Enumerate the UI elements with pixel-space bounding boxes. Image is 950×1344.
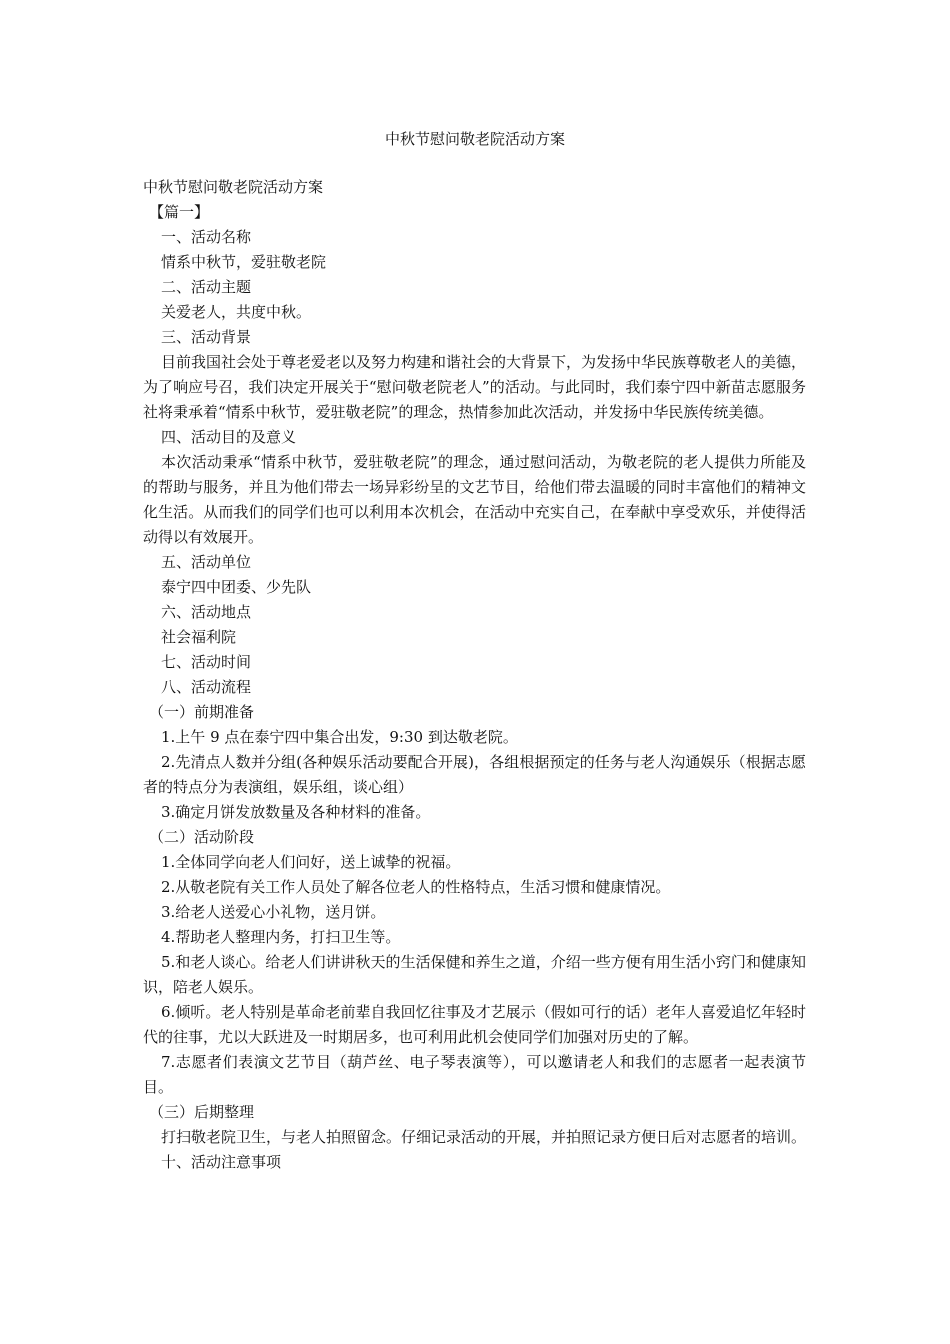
line-29: 十、活动注意事项: [161, 1153, 282, 1171]
line-11: 六、活动地点: [161, 603, 252, 621]
line-13: 七、活动时间: [161, 653, 252, 671]
line-28: 打扫敬老院卫生，与老人拍照留念。仔细记录活动的开展，并拍照记录方便日后对志愿者的培训。: [161, 1128, 807, 1146]
document-title: 中秋节慰问敬老院活动方案: [384, 130, 565, 148]
line-14: 八、活动流程: [161, 678, 252, 696]
line-27: （三）后期整理: [149, 1103, 255, 1121]
line-21: 2.从敬老院有关工作人员处了解各位老人的性格特点，生活习惯和健康情况。: [161, 878, 671, 896]
line-1: 一、活动名称: [161, 228, 252, 246]
part-label: 【篇一】: [149, 203, 210, 221]
line-5: 三、活动背景: [161, 328, 252, 346]
line-16: 1.上午 9 点在泰宁四中集合出发，9:30 到达敬老院。: [161, 728, 518, 746]
line-15: （一）前期准备: [149, 703, 255, 721]
line-7: 四、活动目的及意义: [161, 428, 297, 446]
line-2: 情系中秋节，爱驻敬老院: [161, 253, 327, 271]
line-24: 5.和老人谈心。给老人们讲讲秋天的生活保健和养生之道，介绍一些方便有用生活小窍门和健康知识，陪老人娱乐。: [143, 953, 806, 996]
line-12: 社会福利院: [161, 628, 237, 646]
line-10: 泰宁四中团委、少先队: [161, 578, 312, 596]
document-body: [143, 175, 806, 1175]
line-23: 4.帮助老人整理内务，打扫卫生等。: [161, 928, 401, 946]
line-4: 关爱老人，共度中秋。: [161, 303, 312, 321]
line-19: （二）活动阶段: [149, 828, 255, 846]
line-18: 3.确定月饼发放数量及各种材料的准备。: [161, 803, 431, 821]
line-22: 3.给老人送爱心小礼物，送月饼。: [161, 903, 386, 921]
line-3: 二、活动主题: [161, 278, 252, 296]
line-17: 2.先清点人数并分组(各种娱乐活动要配合开展)，各组根据预定的任务与老人沟通娱乐（根据志愿者的特点分为表演组，娱乐组，谈心组）: [143, 753, 806, 796]
line-20: 1.全体同学向老人们问好，送上诚挚的祝福。: [161, 853, 461, 871]
line-25: 6.倾听。老人特别是革命老前辈自我回忆往事及才艺展示（假如可行的话）老年人喜爱追忆年轻时代的往事，尤以大跃进及一时期居多，也可利用此机会使同学们加强对历史的了解。: [143, 1003, 806, 1046]
line-26: 7.志愿者们表演文艺节目（葫芦丝、电子琴表演等），可以邀请老人和我们的志愿者一起表演节目。: [143, 1053, 806, 1096]
line-6: 目前我国社会处于尊老爱老以及努力构建和谐社会的大背景下，为发扬中华民族尊敬老人的美德，为了响应号召，我们决定开展关于“慰问敬老院老人”的活动。与此同时，我们泰宁四中新苗志愿服务社将秉承着“情系中秋节，爱驻敬老院”的理念，热情参加此次活动，并发扬中华民族传统美德。: [143, 353, 807, 421]
document-heading: 中秋节慰问敬老院活动方案: [143, 178, 324, 196]
line-8: 本次活动秉承“情系中秋节，爱驻敬老院”的理念，通过慰问活动，为敬老院的老人提供力所能及的帮助与服务，并且为他们带去一场异彩纷呈的文艺节目，给他们带去温暖的同时丰富他们的精神文化生活。从而我们的同学们也可以利用本次机会，在活动中充实自己，在奉献中享受欢乐，并使得活动得以有效展开。: [143, 453, 806, 546]
line-9: 五、活动单位: [161, 553, 252, 571]
